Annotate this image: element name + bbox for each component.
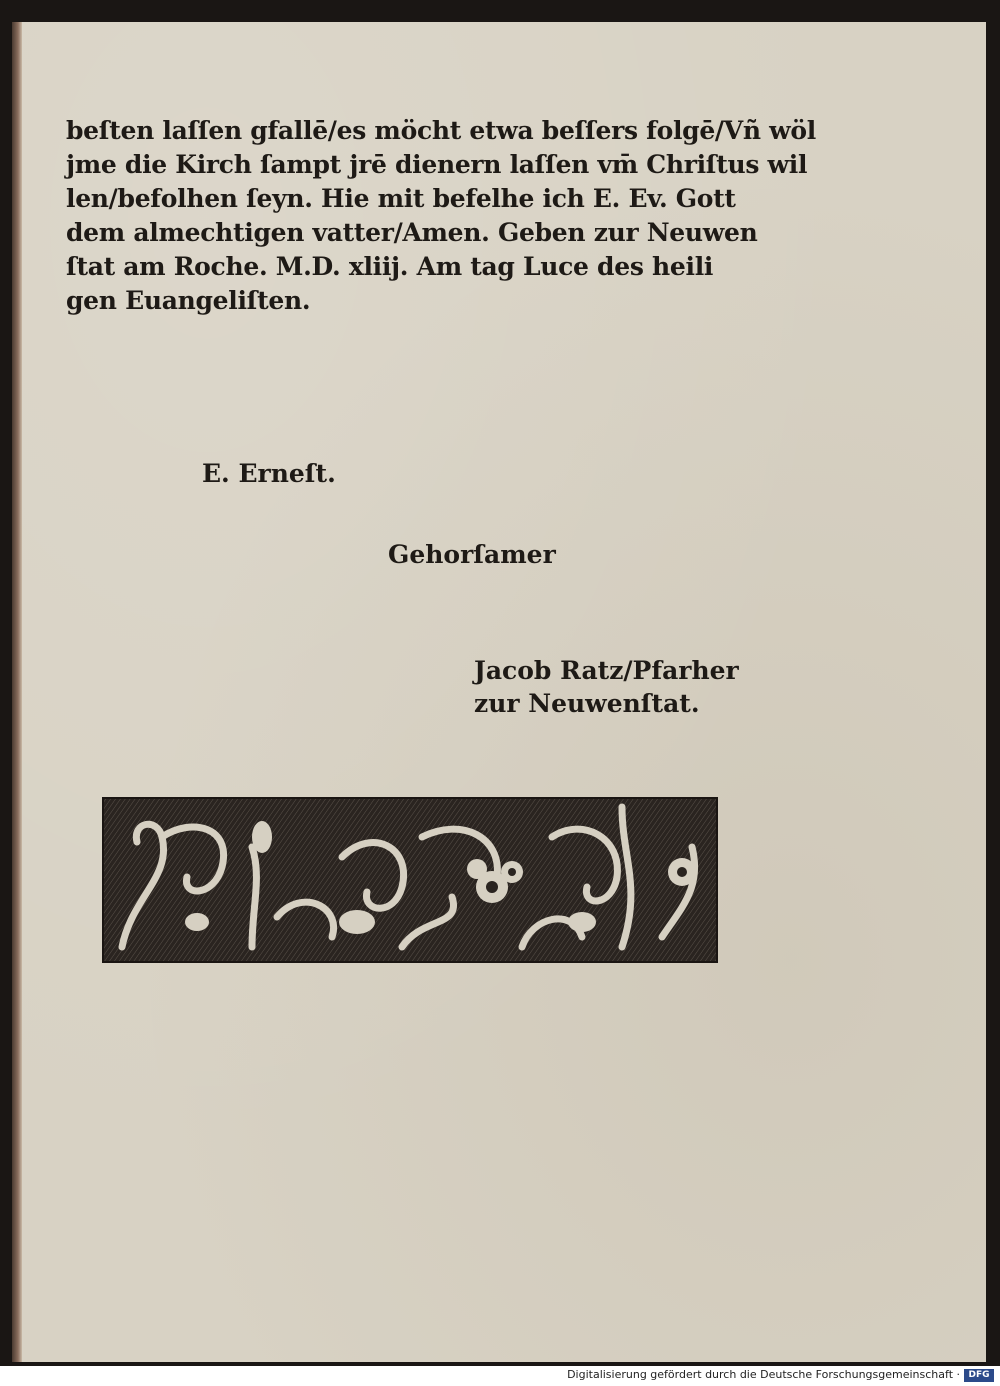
footer-bar	[0, 1366, 1000, 1386]
text-line: jme die Kirch ſampt jrē dienern laſſen vm̄ Chriſtus wil	[66, 150, 808, 179]
signature-block	[474, 654, 739, 720]
text-line: dem almechtigen vatter/Amen. Geben zur Neuwen	[66, 218, 758, 247]
dfg-logo-icon: DFG	[964, 1369, 994, 1382]
text-line: beſten laſſen gfallē/es möcht etwa beſſers folgē/Vñ wöl	[66, 116, 816, 145]
funding-notice: Digitalisierung gefördert durch die Deutsche Forschungsgemeinschaft ·	[567, 1368, 960, 1381]
page-binding-edge	[12, 22, 22, 1362]
text-line: gen Euangeliſten.	[66, 286, 311, 315]
closing-phrase: Gehorſamer	[388, 540, 556, 569]
floral-vine-woodcut-icon	[102, 797, 718, 963]
salutation: E. Erneſt.	[202, 459, 336, 488]
signature-line: zur Neuwenſtat.	[474, 689, 700, 718]
text-line: len/befolhen ſeyn. Hie mit befelhe ich E. Ev. Gott	[66, 184, 736, 213]
signature-line: Jacob Ratz/Pfarher	[474, 656, 739, 685]
text-line: ſtat am Roche. M.D. xliij. Am tag Luce des heili	[66, 252, 714, 281]
body-text	[66, 114, 816, 318]
book-page	[12, 22, 986, 1362]
